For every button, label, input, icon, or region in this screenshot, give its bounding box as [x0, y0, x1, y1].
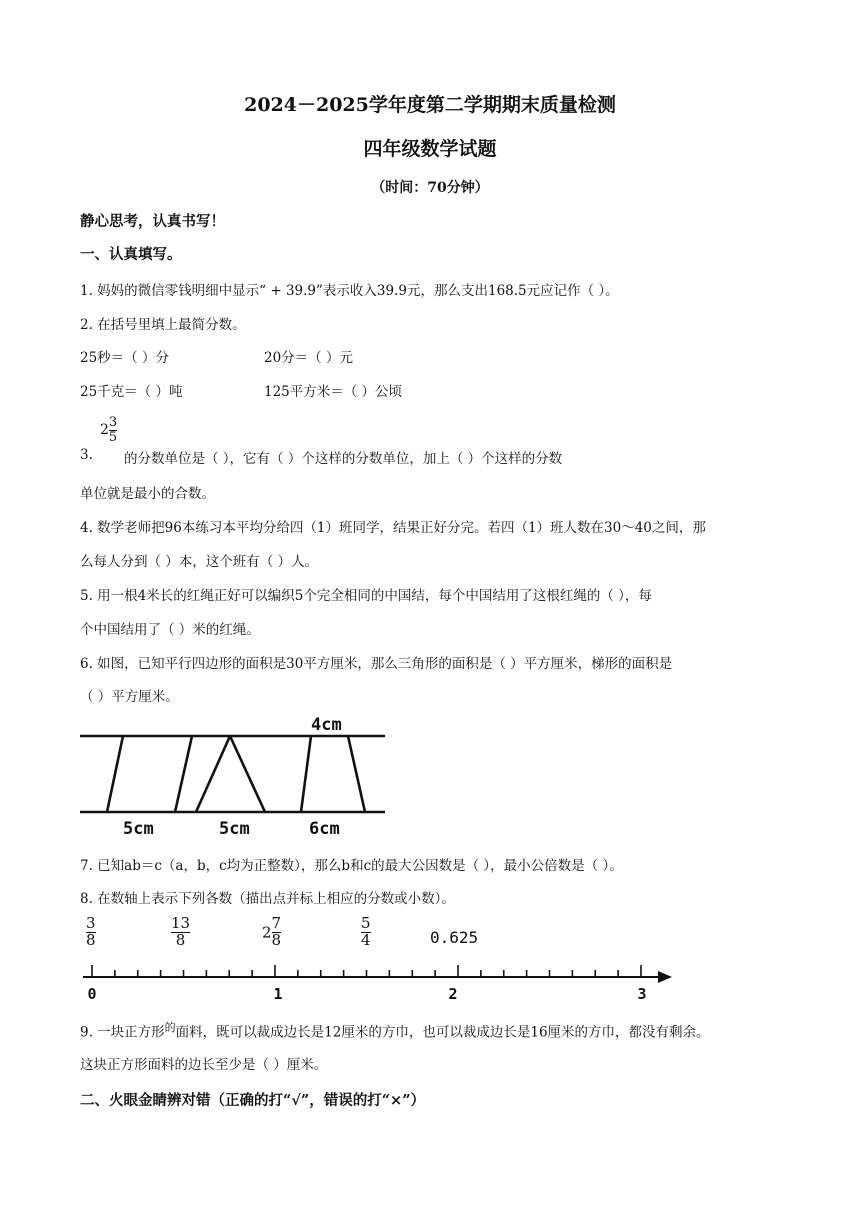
label-6cm-trapezoid: 6cm [309, 819, 340, 839]
question-3-line2: 单位就是最小的合数。 [80, 486, 215, 502]
question-5-line2: 个中国结用了（ ）米的红绳。 [80, 622, 260, 638]
question-2-item-a1: 25秒＝（ ）分 [80, 350, 169, 366]
numerator: 3 [86, 914, 96, 932]
question-8: 8. 在数轴上表示下列各数（描出点并标上相应的分数或小数）。 [80, 891, 455, 907]
decimal-0-625: 0.625 [430, 928, 479, 947]
triangle-right-edge [230, 736, 265, 812]
mixed-whole: 2 [262, 923, 272, 942]
denominator: 8 [86, 930, 96, 949]
question-2: 2. 在括号里填上最简分数。 [80, 317, 246, 333]
frac-numerator: 3 [108, 415, 118, 430]
label-4cm: 4cm [311, 715, 342, 735]
denominator: 4 [361, 930, 371, 949]
question-9-part-b: 面料，既可以裁成边长是12厘米的方巾，也可以裁成边长是16厘米的方巾，都没有剩余。 [175, 1024, 710, 1041]
question-1: 1. 妈妈的微信零钱明细中显示“ + 39.9”表示收入39.9元，那么支出168.5元应记作（ ）。 [80, 283, 619, 299]
question-2-item-b1: 25千克＝（ ）吨 [80, 384, 183, 400]
question-3-mixed-number [100, 416, 117, 444]
denominator: 8 [271, 930, 282, 949]
denominator: 8 [175, 930, 186, 949]
label-5cm-triangle: 5cm [219, 819, 250, 839]
question-4-line2: 么每人分到（ ）本，这个班有（ ）人。 [80, 554, 319, 570]
intro-text: 静心思考，认真书写！ [80, 213, 225, 230]
numerator: 5 [361, 914, 371, 932]
question-6-line2: （ ）平方厘米。 [80, 689, 179, 705]
question-9-superscript: 的 [164, 1021, 176, 1034]
question-9-line2: 这块正方形面料的边长至少是（ ）厘米。 [80, 1057, 328, 1073]
parallelogram-right-edge [175, 736, 192, 812]
section1-title: 一、认真填写。 [80, 246, 182, 263]
question-7: 7. 已知ab＝c（a，b，c均为正整数），那么b和c的最大公因数是（ ），最小公倍数是（ ）。 [80, 858, 623, 874]
number-line-arrow [658, 971, 672, 983]
mixed-whole: 2 [100, 422, 109, 439]
frac-denominator: 5 [108, 429, 118, 445]
trapezoid-right-edge [348, 736, 365, 812]
axis-label-1: 1 [273, 985, 283, 1003]
question-3-number: 3. [80, 447, 93, 463]
axis-label-2: 2 [448, 985, 458, 1003]
question-4-line1: 4. 数学老师把96本练习本平均分给四（1）班同学，结果正好分完。若四（1）班人数在30～40之间，那 [80, 520, 706, 536]
numerator: 7 [271, 914, 282, 932]
numerator: 13 [171, 914, 191, 932]
question-6-line1: 6. 如图，已知平行四边形的面积是30平方厘米，那么三角形的面积是（ ）平方厘米，梯形的面积是 [80, 656, 673, 672]
page-title: 2024－2025学年度第二学期期末质量检测 [244, 94, 616, 116]
page-subtitle: 四年级数学试题 [363, 138, 497, 160]
label-5cm-parallelogram: 5cm [123, 819, 154, 839]
trapezoid-left-edge [301, 736, 311, 812]
question-2-item-a2: 20分＝（ ）元 [264, 350, 353, 366]
triangle-left-edge [196, 736, 230, 812]
fraction-13-8 [171, 916, 190, 949]
question-5-line1: 5. 用一根4米长的红绳正好可以编织5个完全相同的中国结，每个中国结用了这根红绳的（ ），每 [80, 588, 652, 604]
fraction-2-7-8 [262, 916, 281, 949]
question-9-part-a: 9. 一块正方形 [80, 1024, 165, 1041]
question-6-figure [75, 708, 395, 843]
question-9-line1 [80, 1019, 710, 1041]
fraction-5-4 [361, 916, 371, 949]
exam-time: （时间：70分钟） [371, 180, 489, 196]
axis-label-0: 0 [87, 985, 97, 1003]
fraction-3-8 [86, 916, 96, 949]
section2-title: 二、火眼金睛辨对错（正确的打“√”，错误的打“×”） [80, 1092, 426, 1109]
parallelogram-left-edge [107, 736, 123, 812]
question-2-item-b2: 125平方米＝（ ）公顷 [264, 384, 403, 400]
axis-label-3: 3 [637, 985, 647, 1003]
question-3-line1: 的分数单位是（ ），它有（ ）个这样的分数单位，加上（ ）个这样的分数 [124, 451, 563, 467]
number-line [80, 955, 680, 1005]
